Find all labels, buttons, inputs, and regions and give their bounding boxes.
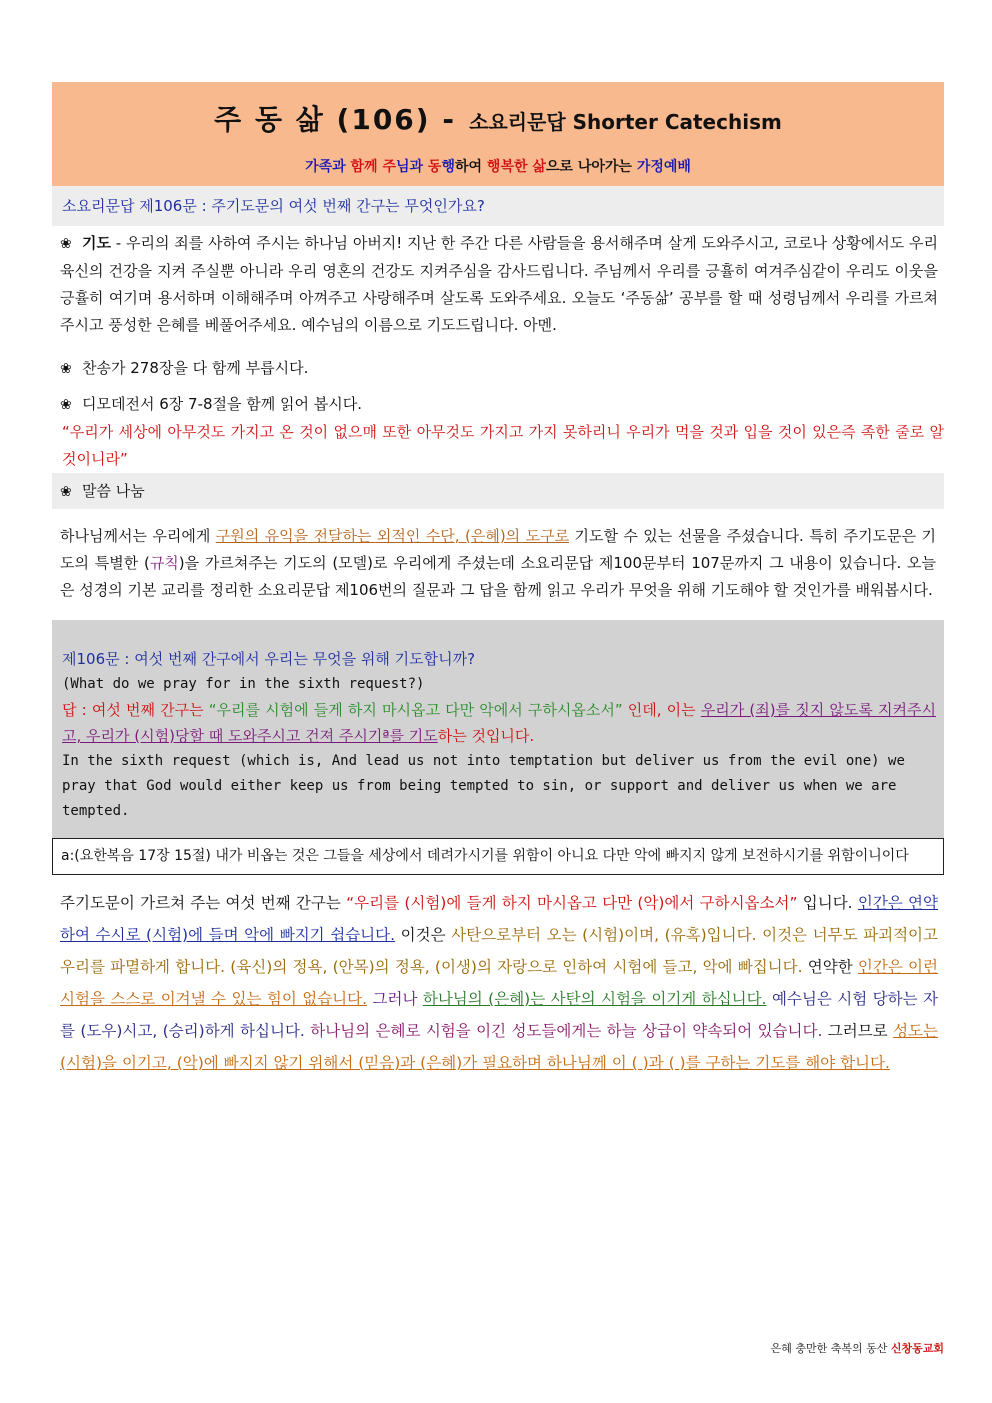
answer-text: 인데, 이는 [622, 701, 701, 719]
tagline [52, 156, 944, 176]
explanation-segment: 주기도문이 가르쳐 주는 여섯 번째 간구는 [60, 894, 347, 912]
explanation-segment: 하나님의 (은혜)는 사탄의 시험을 이기게 하십니다. [422, 990, 767, 1008]
question-bar: 소요리문답 제106문 : 주기도문의 여섯 번째 간구는 무엇인가요? [52, 186, 944, 226]
qa-question-en: (What do we pray for in the sixth request?) [62, 676, 425, 692]
flower-bullet-icon: ❀ [60, 484, 72, 500]
intro-highlight: 구원의 유익을 전달하는 외적인 수단, (은혜)의 도구로 [215, 527, 570, 545]
tagline-segment: 행 [441, 159, 455, 175]
qa-question: 제106문 : 여섯 번째 간구에서 우리는 무엇을 위해 기도합니까? [62, 650, 476, 668]
explanation-segment: 성도는 (시험)을 이기고, (악)에 빠지지 않기 위해서 (믿음)과 (은혜)가 필요하며 하나님께 이 ( )과 ( )를 구하는 기도를 해야 합니다. [60, 1022, 938, 1072]
title-main: 주 동 삶 (106) - [214, 103, 456, 136]
reading-item [52, 389, 944, 419]
tagline-segment: 행복한 삶 [486, 159, 546, 175]
footer-text: 은혜 충만한 축복의 동산 [770, 1342, 891, 1355]
church-name: 신창동교회 [890, 1342, 944, 1355]
intro-text: 기도할 수 있는 선물을 주셨습니다. 특히 주기도문은 기도의 특별한 ( [60, 527, 936, 572]
flower-bullet-icon: ❀ [60, 236, 72, 252]
qa-answer-en: In the sixth request (which is, And lead us not into temptation but deliver us from the evil one) we pray that God would either keep us from being tempted to sin, or support and deliver us when we are tempted. [62, 753, 905, 819]
title [52, 98, 944, 138]
tagline-segment: 동 [427, 159, 442, 175]
intro-paragraph [52, 523, 944, 604]
prayer-section [52, 230, 944, 339]
prayer-text: - 우리의 죄를 사하여 주시는 하나님 아버지! 지난 한 주간 다른 사람들을 용서해주며 살게 도와주시고, 코로나 상황에서도 우리 육신의 건강을 지켜 주실뿐 아니라 우리 영혼의 건강도 지켜주심을 감사드립니다. 주님께서 우리를 긍휼히 여겨주심같이 우리도 이웃을 긍휼히 여기며 용서하며 이해해주며 아껴주고 사랑해주며 살도록 도와주세요. 오늘도 ‘주동삶’ 공부를 할 때 성령님께서 우리를 가르쳐주시고 풍성한 은혜를 베풀어주세요. 예수님의 이름으로 기도드립니다. 아멘. [60, 234, 938, 334]
explanation-segment: 그러나 [367, 990, 423, 1008]
hymn-item [52, 353, 944, 383]
explanation-segment: 사탄으로부터 오는 (시험)이며, (유혹)입니다. 이것은 너무도 파괴적이고 우리를 파멸하게 합니다. (육신)의 정욕, (안목)의 정욕, (이생)의 자랑으로 인하여 시험에 들고, 악에 빠집니다. [60, 926, 939, 976]
flower-bullet-icon: ❀ [60, 361, 72, 377]
explanation-segment: 연약한 [802, 958, 858, 976]
reading-text: 디모데전서 6장 7-8절을 함께 읽어 봅시다. [82, 395, 363, 413]
explanation-segment: 입니다. [797, 894, 858, 912]
flower-bullet-icon: ❀ [60, 397, 72, 413]
answer-text: 하는 것입니다. [437, 727, 535, 745]
title-sub: 소요리문답 Shorter Catechism [469, 110, 782, 134]
intro-text: )을 가르쳐주는 기도의 (모델)로 우리에게 주셨는데 소요리문답 제100문부터 107문까지 그 내용이 있습니다. 오늘은 성경의 기본 교리를 정리한 소요리문답 제106번의 질문과 그 답을 함께 읽고 우리가 무엇을 위해 기도해야 할 것인가를 배워봅시다. [60, 554, 936, 599]
footer [700, 1340, 944, 1356]
explanation-segment: 인간은 이런 시험을 스스로 이겨낼 수 있는 힘이 없습니다. [60, 958, 938, 1008]
explanation-segment: “우리를 (시험)에 들게 하지 마시옵고 다만 (악)에서 구하시옵소서” [346, 894, 798, 912]
explanation-segment: 예수님은 시험 당하는 자를 (도우)시고, (승리)하게 하십니다. [60, 990, 938, 1040]
intro-text: 하나님께서는 우리에게 [60, 527, 216, 545]
explanation-segment: 하나님의 은혜로 시험을 이긴 성도들에게는 하늘 상급이 약속되어 있습니다. [310, 1022, 823, 1040]
prayer-label: 기도 [82, 234, 111, 252]
sharing-text: 말씀 나눔 [82, 482, 145, 500]
sharing-bar [52, 473, 944, 509]
answer-text: 답 : 여섯 번째 간구는 [62, 701, 209, 719]
explanation-paragraph [52, 887, 944, 1079]
tagline-segment: 님과 [395, 159, 428, 175]
tagline-segment: 으로 나아가는 [545, 159, 637, 175]
explanation-segment: 그러므로 [822, 1022, 894, 1040]
tagline-segment: 가족과 [305, 159, 351, 175]
answer-highlight: 우리가 (죄)를 짓지 않도록 지켜주시고, 우리가 (시험)당할 때 도와주시고 건져 주시기ª를 기도 [62, 701, 936, 745]
tagline-segment: 주 [382, 159, 396, 175]
hymn-text: 찬송가 278장을 다 함께 부릅시다. [82, 359, 309, 377]
tagline-segment: 가정예배 [636, 159, 691, 175]
footnote-box: a:(요한복음 17장 15절) 내가 비옵는 것은 그들을 세상에서 데려가시기를 위함이 아니요 다만 악에 빠지지 않게 보전하시기를 위함이니이다 [52, 838, 944, 875]
intro-keyword: 규칙 [149, 554, 179, 572]
tagline-segment: 함께 [350, 159, 383, 175]
scripture-quote: “우리가 세상에 아무것도 가지고 온 것이 없으매 또한 아무것도 가지고 가지 못하리니 우리가 먹을 것과 입을 것이 있은즉 족한 줄로 알 것이니라” [62, 423, 944, 468]
header-banner [52, 82, 944, 186]
qa-box [52, 620, 944, 838]
explanation-segment: 인간은 연약하여 수시로 (시험)에 들며 악에 빠지기 쉽습니다. [60, 894, 938, 944]
explanation-segment: 이것은 [395, 926, 452, 944]
answer-quote: “우리를 시험에 들게 하지 마시옵고 다만 악에서 구하시옵소서” [208, 701, 623, 719]
qa-answer [62, 697, 936, 749]
tagline-segment: 하여 [454, 159, 487, 175]
worksheet [52, 82, 944, 1079]
